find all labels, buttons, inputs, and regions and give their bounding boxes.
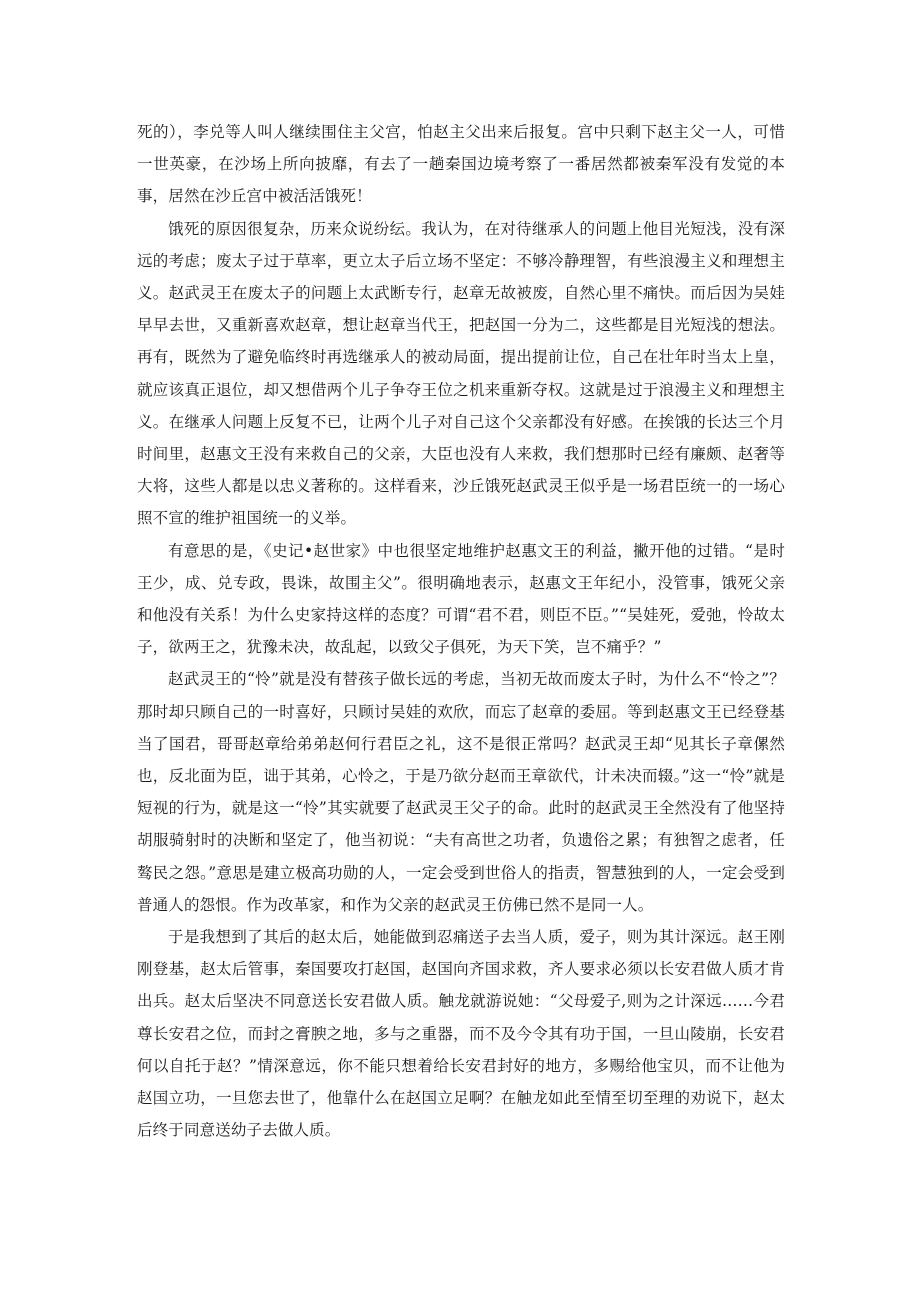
paragraph-2: 饿死的原因很复杂，历来众说纷纭。我认为，在对待继承人的问题上他目光短浅，没有深远的考虑；废太子过于草率，更立太子后立场不坚定：不够冷静理智，有些浪漫主义和理想主义。赵武灵王在废太子的问题上太武断专行，赵章无故被废，自然心里不痛快。而后因为吴娃早早去世，又重新喜欢赵章，想让赵章当代王，把赵国一分为二，这些都是目光短浅的想法。再有，既然为了避免临终时再选继承人的被动局面，提出提前让位，自己在壮年时当太上皇，就应该真正退位，却又想借两个儿子争夺王位之机来重新夺权。这就是过于浪漫主义和理想主义。在继承人问题上反复不已，让两个儿子对自己这个父亲都没有好感。在挨饿的长达三个月时间里，赵惠文王没有来救自己的父亲，大臣也没有人来救，我们想那时已经有廉颇、赵奢等大将，这些人都是以忠义著称的。这样看来，沙丘饿死赵武灵王似乎是一场君臣统一的一场心照不宣的维护祖国统一的义举。 xyxy=(137,219,785,528)
paragraph-4: 赵武灵王的“怜”就是没有替孩子做长远的考虑，当初无故而废太子时，为什么不“怜之”？那时却只顾自己的一时喜好，只顾讨吴娃的欢欣，而忘了赵章的委屈。等到赵惠文王已经登基当了国君，哥哥赵章给弟弟赵何行君臣之礼，这不是很正常吗？赵武灵王却“见其长子章傫然也，反北面为臣，诎于其弟，心怜之，于是乃欲分赵而王章欲代，计未决而辍。”这一“怜”就是短视的行为，就是这一“怜”其实就要了赵武灵王父子的命。此时的赵武灵王全然没有了他坚持胡服骑射时的决断和坚定了，他当初说：“夫有高世之功者，负遗俗之累；有独智之虑者，任骜民之怨。”意思是建立极高功勋的人，一定会受到世俗人的指责，智慧独到的人，一定会受到普通人的怨恨。作为改革家，和作为父亲的赵武灵王仿佛已然不是同一人。 xyxy=(137,670,785,914)
article-body xyxy=(137,116,785,1147)
paragraph-5: 于是我想到了其后的赵太后，她能做到忍痛送子去当人质，爱子，则为其计深远。赵王刚刚登基，赵太后管事，秦国要攻打赵国，赵国向齐国求救，齐人要求必须以长安君做人质才肯出兵。赵太后坚决不同意送长安君做人质。触龙就游说她：“父母爱子,则为之计深远……今君尊长安君之位，而封之膏腴之地，多与之重器，而不及今令其有功于国，一旦山陵崩，长安君何以自托于赵？”情深意远，你不能只想着给长安君封好的地方，多赐给他宝贝，而不让他为赵国立功，一旦您去世了，他靠什么在赵国立足啊？在触龙如此至情至切至理的劝说下，赵太后终于同意送幼子去做人质。 xyxy=(137,928,785,1140)
paragraph-1: 死的），李兑等人叫人继续围住主父宫，怕赵主父出来后报复。宫中只剩下赵主父一人，可惜一世英豪，在沙场上所向披靡，有去了一趟秦国边境考察了一番居然都被秦军没有发觉的本事，居然在沙丘宫中被活活饿死！ xyxy=(137,123,785,206)
paragraph-3: 有意思的是，《史记•赵世家》中也很坚定地维护赵惠文王的利益，撇开他的过错。“是时王少，成、兑专政，畏诛，故围主父”。很明确地表示，赵惠文王年纪小，没管事，饿死父亲和他没有关系！为什么史家持这样的态度？可谓“君不君，则臣不臣。”“吴娃死，爱弛，怜故太子，欲两王之，犹豫未决，故乱起，以致父子俱死，为天下笑，岂不痛乎？” xyxy=(137,541,785,657)
